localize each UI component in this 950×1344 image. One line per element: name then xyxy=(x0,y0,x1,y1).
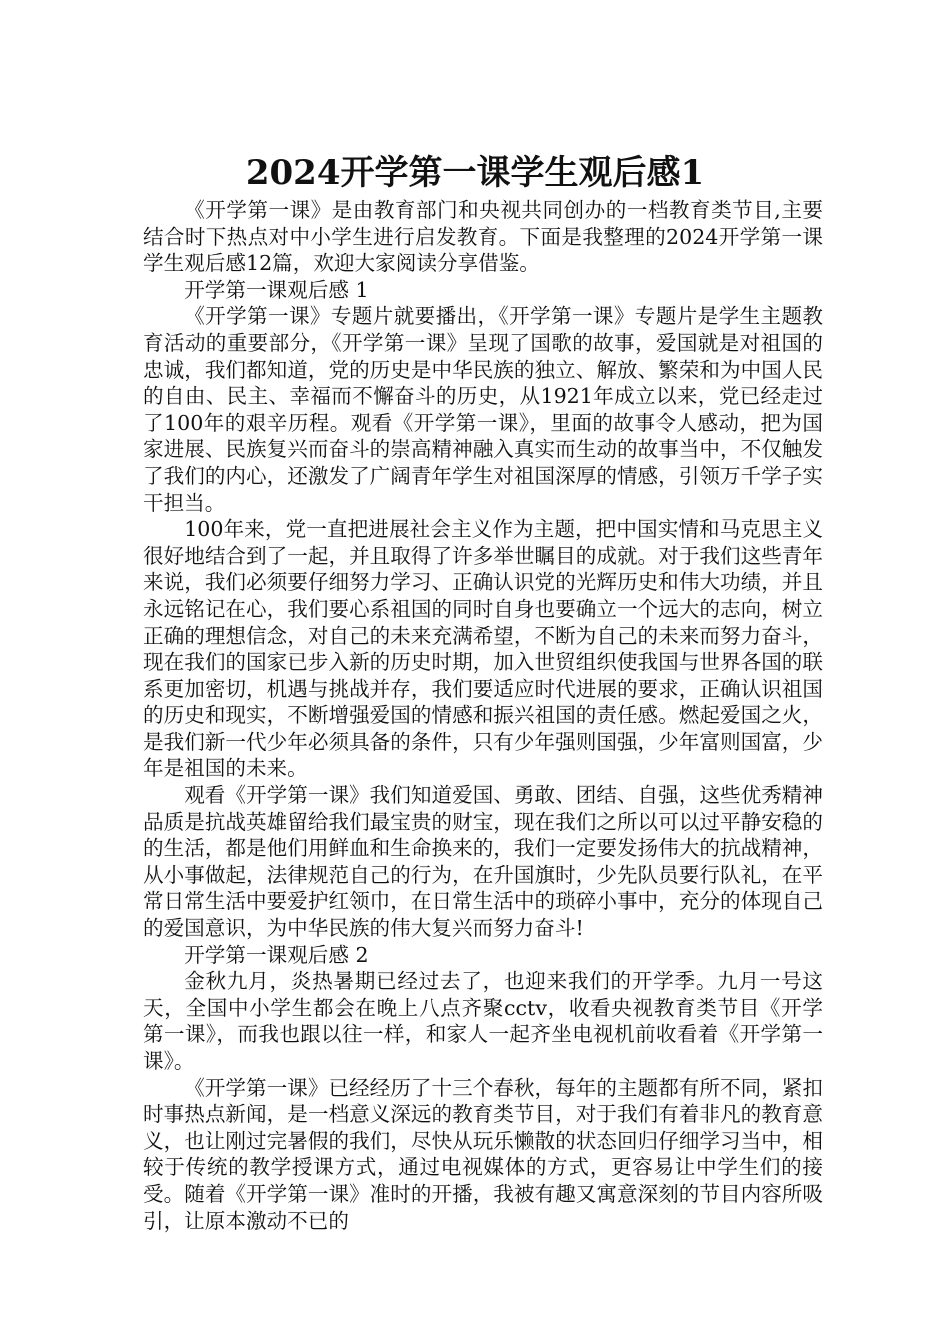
document-title: 2024开学第一课学生观后感1 xyxy=(245,152,705,193)
body-paragraph: 金秋九月，炎热暑期已经过去了，也迎来我们的开学季。九月一号这天，全国中小学生都会在晚上八点齐聚cctv，收看央视教育类节目《开学第一课》，而我也跟以往一样，和家人一起齐坐电视机前收看着《开学第一课》。 xyxy=(143,969,823,1073)
body-paragraph: 《开学第一课》已经经历了十三个春秋，每年的主题都有所不同，紧扣时事热点新闻，是一档意义深远的教育类节目，对于我们有着非凡的教育意义，也让刚过完暑假的我们，尽快从玩乐懒散的状态回归仔细学习当中，相较于传统的教学授课方式，通过电视媒体的方式，更容易让中学生们的接受。随着《开学第一课》准时的开播，我被有趣又寓意深刻的节目内容所吸引，让原本激动不已的 xyxy=(143,1075,823,1233)
intro-paragraph: 《开学第一课》是由教育部门和央视共同创办的一档教育类节目,主要结合时下热点对中小学生进行启发教育。下面是我整理的2024开学第一课学生观后感12篇，欢迎大家阅读分享借鉴。 xyxy=(143,198,823,276)
section-heading-2: 开学第一课观后感 2 xyxy=(184,942,369,967)
body-paragraph: 观看《开学第一课》我们知道爱国、勇敢、团结、自强，这些优秀精神品质是抗战英雄留给我们最宝贵的财宝，现在我们之所以可以过平静安稳的的生活，都是他们用鲜血和生命换来的，我们一定要发扬伟大的抗战精神，从小事做起，法律规范自己的行为，在升国旗时，少先队员要行队礼，在平常日常生活中要爱护红领巾，在日常生活中的琐碎小事中，充分的体现自己的爱国意识，为中华民族的伟大复兴而努力奋斗! xyxy=(143,783,823,941)
body-paragraph: 100年来，党一直把进展社会主义作为主题，把中国实情和马克思主义很好地结合到了一起，并且取得了许多举世瞩目的成就。对于我们这些青年来说，我们必须要仔细努力学习、正确认识党的光辉历史和伟大功绩，并且永远铭记在心，我们要心系祖国的同时自身也要确立一个远大的志向，树立正确的理想信念，对自己的未来充满希望，不断为自己的未来而努力奋斗，现在我们的国家已步入新的历史时期，加入世贸组织使我国与世界各国的联系更加密切，机遇与挑战并存，我们要适应时代进展的要求，正确认识祖国的历史和现实，不断增强爱国的情感和振兴祖国的责任感。燃起爱国之火，是我们新一代少年必须具备的条件，只有少年强则国强，少年富则国富，少年是祖国的未来。 xyxy=(143,517,823,781)
document-body xyxy=(143,197,823,1234)
body-paragraph: 《开学第一课》专题片就要播出，《开学第一课》专题片是学生主题教育活动的重要部分，《开学第一课》呈现了国歌的故事，爱国就是对祖国的忠诚，我们都知道，党的历史是中华民族的独立、解放、繁荣和为中国人民的自由、民主、幸福而不懈奋斗的历史，从1921年成立以来，党已经走过了100年的艰辛历程。观看《开学第一课》，里面的故事令人感动，把为国家进展、民族复兴而奋斗的崇高精神融入真实而生动的故事当中，不仅触发了我们的内心，还激发了广阔青年学生对祖国深厚的情感，引领万千学子实干担当。 xyxy=(143,304,823,515)
section-heading-1: 开学第一课观后感 1 xyxy=(184,277,369,302)
